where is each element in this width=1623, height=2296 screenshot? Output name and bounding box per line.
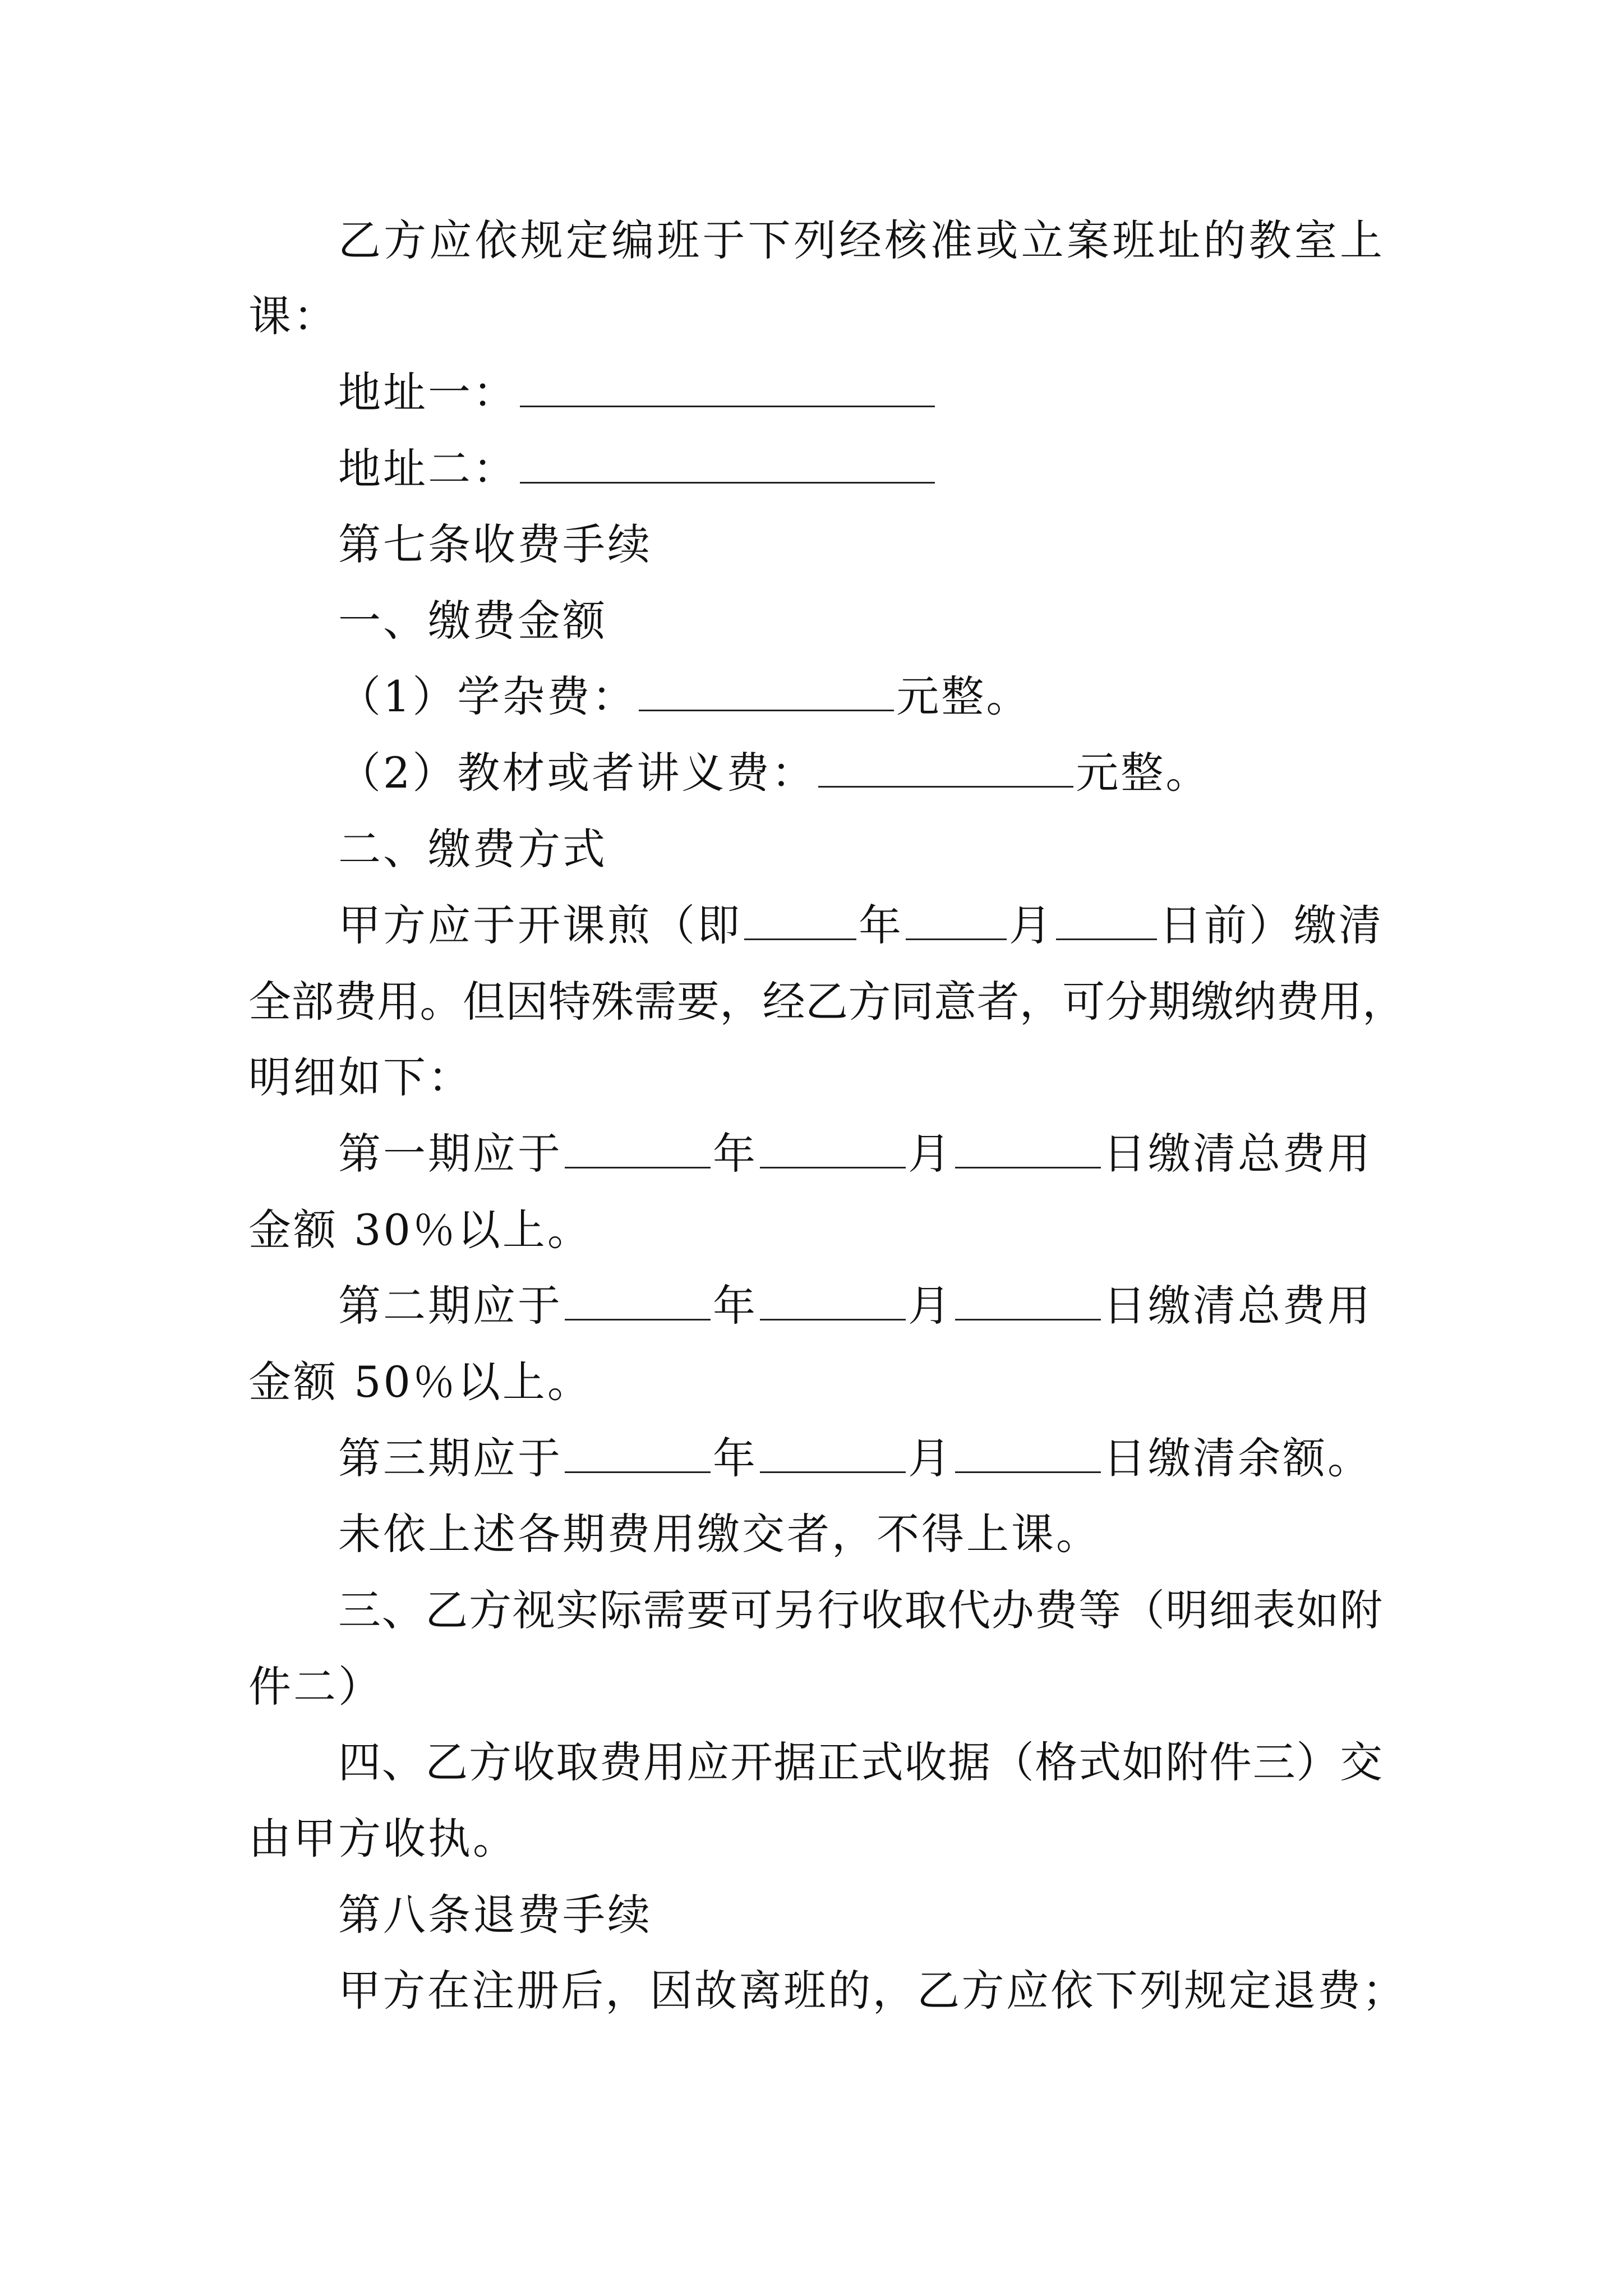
address-one-label: 地址一： bbox=[338, 367, 518, 417]
refund-paragraph: 甲方在注册后，因故离班的，乙方应依下列规定退费； bbox=[338, 1966, 1405, 2016]
month-text: 月 bbox=[908, 1433, 953, 1483]
installment-two-line1 bbox=[338, 1278, 1372, 1334]
tuition-suffix: 元整。 bbox=[896, 671, 1031, 721]
tuition-blank bbox=[639, 675, 894, 711]
installment-three-year-blank bbox=[565, 1437, 711, 1473]
installment-one-suffix: 日缴清总费用 bbox=[1103, 1129, 1372, 1179]
installment-three-day-blank bbox=[955, 1437, 1101, 1473]
installment-one-line1 bbox=[338, 1126, 1372, 1182]
section-four-line2: 由甲方收执。 bbox=[248, 1814, 518, 1864]
payment-deadline-line3: 明细如下： bbox=[248, 1052, 473, 1102]
installment-three-month-blank bbox=[760, 1437, 906, 1473]
installment-one-line2: 金额 30％以上。 bbox=[248, 1205, 592, 1255]
section-three-line1: 三、乙方视实际需要可另行收取代办费等（明细表如附 bbox=[338, 1585, 1382, 1635]
fee-item-tuition bbox=[338, 669, 1031, 725]
section-one-title: 一、缴费金额 bbox=[338, 596, 607, 646]
year-text: 年 bbox=[713, 1281, 758, 1331]
month-text: 月 bbox=[908, 1129, 953, 1179]
installment-two-suffix: 日缴清总费用 bbox=[1103, 1281, 1372, 1331]
installment-one-day-blank bbox=[955, 1132, 1101, 1168]
address-two-row bbox=[338, 441, 937, 497]
month-text: 月 bbox=[908, 1281, 953, 1331]
unpaid-note: 未依上述各期费用缴交者，不得上课。 bbox=[338, 1509, 1101, 1559]
paragraph-classroom-line1: 乙方应依规定编班于下列经核准或立案班址的教室上 bbox=[338, 215, 1382, 265]
materials-blank bbox=[818, 751, 1073, 788]
deadline-month-blank bbox=[906, 904, 1007, 940]
installment-one-year-blank bbox=[565, 1132, 711, 1168]
payment-deadline-line1 bbox=[338, 898, 1384, 954]
article-eight-title: 第八条退费手续 bbox=[338, 1890, 652, 1940]
payment-deadline-line2: 全部费用。但因特殊需要，经乙方同意者，可分期缴纳费用， bbox=[248, 977, 1405, 1027]
installment-two-day-blank bbox=[955, 1284, 1101, 1320]
address-two-label: 地址二： bbox=[338, 444, 518, 494]
address-one-blank bbox=[520, 371, 935, 407]
year-text: 年 bbox=[859, 900, 903, 950]
address-two-blank bbox=[520, 447, 935, 484]
installment-two-line2: 金额 50％以上。 bbox=[248, 1357, 592, 1407]
payment-deadline-text: 甲方应于开课煎（即 bbox=[338, 900, 742, 950]
paragraph-classroom-line2: 课： bbox=[248, 291, 338, 341]
deadline-year-blank bbox=[744, 904, 856, 940]
materials-suffix: 元整。 bbox=[1076, 748, 1211, 798]
tuition-label: （1）学杂费： bbox=[338, 671, 637, 721]
section-three-line2: 件二） bbox=[248, 1662, 383, 1711]
deadline-day-blank bbox=[1056, 904, 1157, 940]
installment-three-text: 第三期应于 bbox=[338, 1433, 562, 1483]
section-four-line1: 四、乙方收取费用应开据正式收据（格式如附件三）交 bbox=[338, 1737, 1382, 1787]
article-seven-title: 第七条收费手续 bbox=[338, 519, 652, 569]
address-one-row bbox=[338, 365, 937, 421]
installment-three-suffix: 日缴清余额。 bbox=[1103, 1433, 1372, 1483]
section-two-title: 二、缴费方式 bbox=[338, 824, 607, 874]
month-text: 月 bbox=[1009, 900, 1054, 950]
installment-one-month-blank bbox=[760, 1132, 906, 1168]
installment-three-line bbox=[338, 1430, 1372, 1487]
fee-item-materials bbox=[338, 745, 1210, 801]
materials-label: （2）教材或者讲义费： bbox=[338, 748, 817, 798]
year-text: 年 bbox=[713, 1129, 758, 1179]
installment-one-text: 第一期应于 bbox=[338, 1129, 562, 1179]
installment-two-year-blank bbox=[565, 1284, 711, 1320]
year-text: 年 bbox=[713, 1433, 758, 1483]
installment-two-month-blank bbox=[760, 1284, 906, 1320]
day-text: 日前）缴清 bbox=[1159, 900, 1384, 950]
installment-two-text: 第二期应于 bbox=[338, 1281, 562, 1331]
